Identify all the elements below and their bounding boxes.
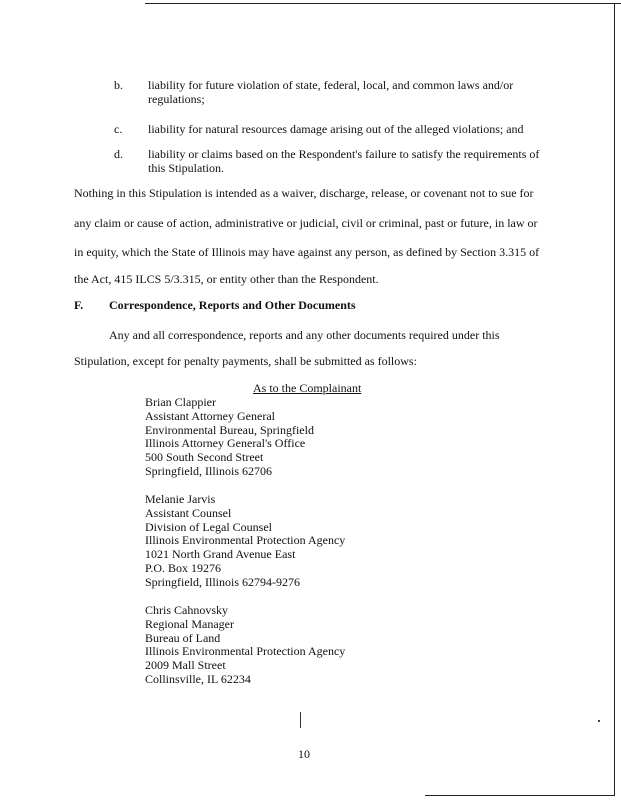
scan-border-top: [145, 3, 621, 4]
complainant-subheading: As to the Complainant: [253, 381, 362, 395]
contact-title: Assistant Attorney General: [145, 408, 275, 423]
contact-address-block: [145, 493, 345, 590]
contact-address-block: [145, 604, 345, 687]
contact-title: Regional Manager: [145, 616, 234, 631]
section-letter: F.: [74, 298, 84, 312]
contact-line: Illinois Environmental Protection Agency: [145, 644, 346, 659]
contact-line: 1021 North Grand Avenue East: [145, 547, 296, 562]
contact-line: Illinois Attorney General's Office: [145, 436, 306, 451]
list-item-text: liability for natural resources damage arising out of the alleged violations; and: [148, 122, 524, 136]
section-intro-line: Any and all correspondence, reports and any other documents required under this: [109, 328, 500, 342]
contact-name: Melanie Jarvis: [145, 492, 216, 506]
list-item-text: liability for future violation of state, federal, local, and common laws and/or regulations;: [148, 78, 514, 106]
scan-border-bottom: [425, 795, 615, 796]
contact-line: Springfield, Illinois 62794-9276: [145, 574, 300, 589]
list-item-text: liability or claims based on the Respondent's failure to satisfy the requirements of this Stipulation.: [148, 147, 540, 175]
contact-line: Springfield, Illinois 62706: [145, 463, 272, 478]
section-intro-line: Stipulation, except for penalty payments, shall be submitted as follows:: [74, 354, 417, 368]
page-number: 10: [298, 747, 310, 761]
paragraph-line: in equity, which the State of Illinois may have against any person, as defined by Section 3.315 of: [74, 245, 540, 259]
contact-line: Bureau of Land: [145, 630, 221, 645]
section-heading: Correspondence, Reports and Other Documents: [109, 298, 356, 312]
contact-line: Collinsville, IL 62234: [145, 671, 251, 686]
contact-name: Chris Cahnovsky: [145, 603, 229, 617]
scan-border-right: [614, 3, 615, 796]
contact-line: 500 South Second Street: [145, 450, 264, 465]
list-item-marker: d.: [114, 147, 123, 161]
scan-mark: [598, 720, 600, 722]
contact-line: Environmental Bureau, Springfield: [145, 422, 314, 437]
contact-line: Division of Legal Counsel: [145, 519, 272, 534]
contact-address-block: [145, 396, 314, 479]
paragraph-line: the Act, 415 ILCS 5/3.315, or entity other than the Respondent.: [74, 272, 379, 286]
contact-line: P.O. Box 19276: [145, 560, 222, 575]
list-item-marker: b.: [114, 78, 123, 92]
contact-line: 2009 Mall Street: [145, 658, 226, 673]
contact-line: Illinois Environmental Protection Agency: [145, 533, 346, 548]
paragraph-line: Nothing in this Stipulation is intended as a waiver, discharge, release, or covenant not to sue for: [74, 186, 534, 200]
scan-mark: [300, 712, 301, 728]
paragraph-line: any claim or cause of action, administrative or judicial, civil or criminal, past or future, in law or: [74, 216, 538, 230]
contact-title: Assistant Counsel: [145, 505, 232, 520]
contact-name: Brian Clappier: [145, 395, 216, 409]
list-item-marker: c.: [114, 122, 123, 136]
